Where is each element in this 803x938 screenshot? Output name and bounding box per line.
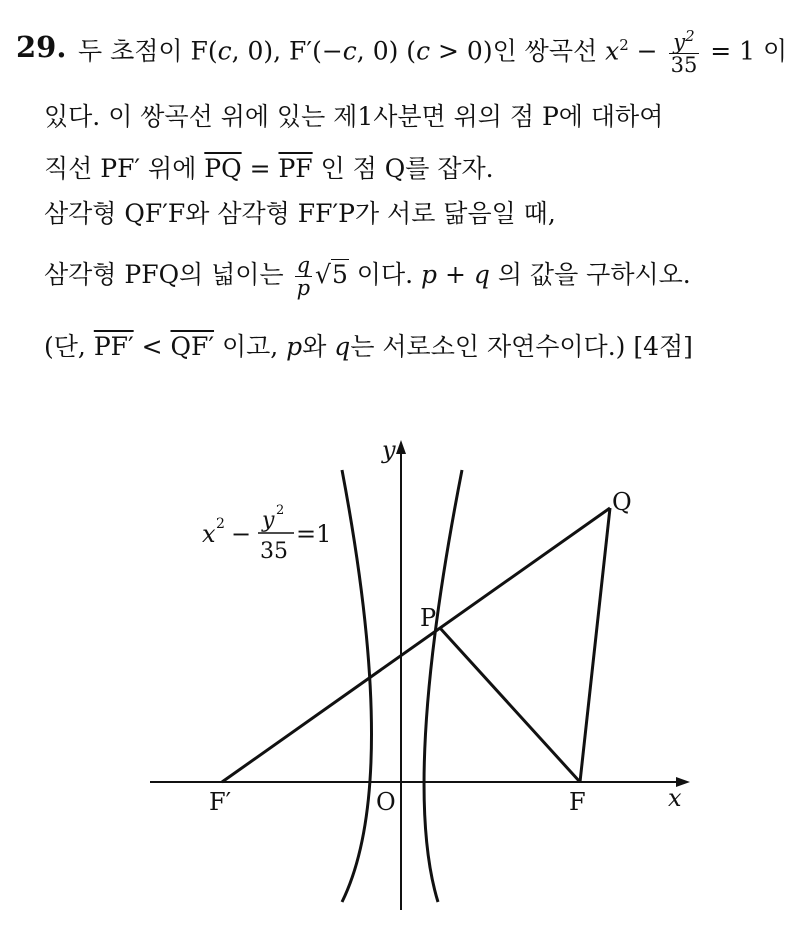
curve-num-var: y	[262, 508, 275, 533]
text-segment: , 0), F′(−	[231, 36, 343, 66]
text-segment: 이다.	[348, 260, 421, 290]
curve-exp: 2	[216, 516, 225, 532]
text-segment: = 1 이	[702, 36, 788, 66]
hyperbola-right-branch	[424, 470, 462, 902]
exponent: 2	[619, 36, 629, 54]
exponent: 2	[685, 27, 695, 46]
denominator: 35	[670, 53, 698, 78]
numerator: q	[296, 253, 311, 277]
problem-line-4: 삼각형 QF′F와 삼각형 FF′P가 서로 닮음일 때,	[44, 199, 556, 228]
denominator: p	[296, 276, 311, 301]
text-segment: (단,	[44, 332, 94, 361]
var-p: p	[286, 332, 303, 361]
var-p: p	[421, 260, 438, 290]
var-x: x	[605, 36, 620, 66]
segment-Q-F	[580, 508, 610, 782]
segment-PQ: $\overline{PQ}$	[204, 154, 242, 183]
segment-PF-prime: PF′	[93, 332, 134, 361]
var-c: c	[342, 36, 357, 66]
radicand: 5	[331, 260, 348, 290]
curve-equation-label	[202, 503, 331, 564]
var-c: c	[416, 36, 431, 66]
text-segment: 이고,	[214, 332, 287, 361]
text-segment: 인 점 Q를 잡자.	[312, 154, 494, 183]
equals-sign: =	[241, 154, 279, 183]
point-P-label: P	[420, 604, 437, 632]
text-segment: 의 값을 구하시오.	[489, 260, 691, 290]
text-segment: 직선 PF′ 위에	[44, 154, 205, 183]
plus-sign: +	[437, 260, 474, 290]
var-c: c	[217, 36, 232, 66]
curve-num-exp: 2	[276, 503, 285, 518]
problem-number: 29.	[16, 30, 67, 64]
segment-PF: $\overline{PF}$	[278, 154, 313, 183]
segment-QF-prime: QF′	[170, 332, 215, 361]
point-F-label: F	[569, 788, 586, 816]
minus-sign: −	[628, 36, 666, 66]
point-F-prime-label: F′	[209, 788, 232, 816]
var-q: q	[334, 332, 351, 361]
problem-line-2: 있다. 이 쌍곡선 위에 있는 제1사분면 위의 점 P에 대하여	[44, 102, 664, 131]
less-than-sign: <	[133, 332, 171, 361]
text-segment: 는 서로소인 자연수이다.) [4점]	[350, 332, 693, 361]
sqrt-5: √5	[315, 260, 348, 290]
point-Q-label: Q	[612, 488, 632, 516]
text-segment: 두 초점이 F(	[78, 36, 218, 66]
y-axis-label: y	[382, 436, 396, 464]
curve-minus: −	[231, 520, 252, 548]
text-segment: > 0)인 쌍곡선	[430, 36, 606, 66]
x-axis-label: x	[668, 784, 682, 812]
segment-P-F	[440, 628, 580, 782]
var-y: y	[673, 30, 686, 55]
text-segment: 와	[302, 332, 335, 361]
origin-label: O	[376, 788, 396, 816]
text-segment: , 0) (	[356, 36, 417, 66]
curve-eq: =1	[296, 520, 332, 548]
curve-den: 35	[260, 539, 288, 564]
text-segment: 삼각형 PFQ의 넓이는	[44, 260, 292, 290]
curve-var-x: x	[202, 520, 216, 548]
y-axis-arrow	[396, 440, 406, 454]
var-q: q	[473, 260, 490, 290]
